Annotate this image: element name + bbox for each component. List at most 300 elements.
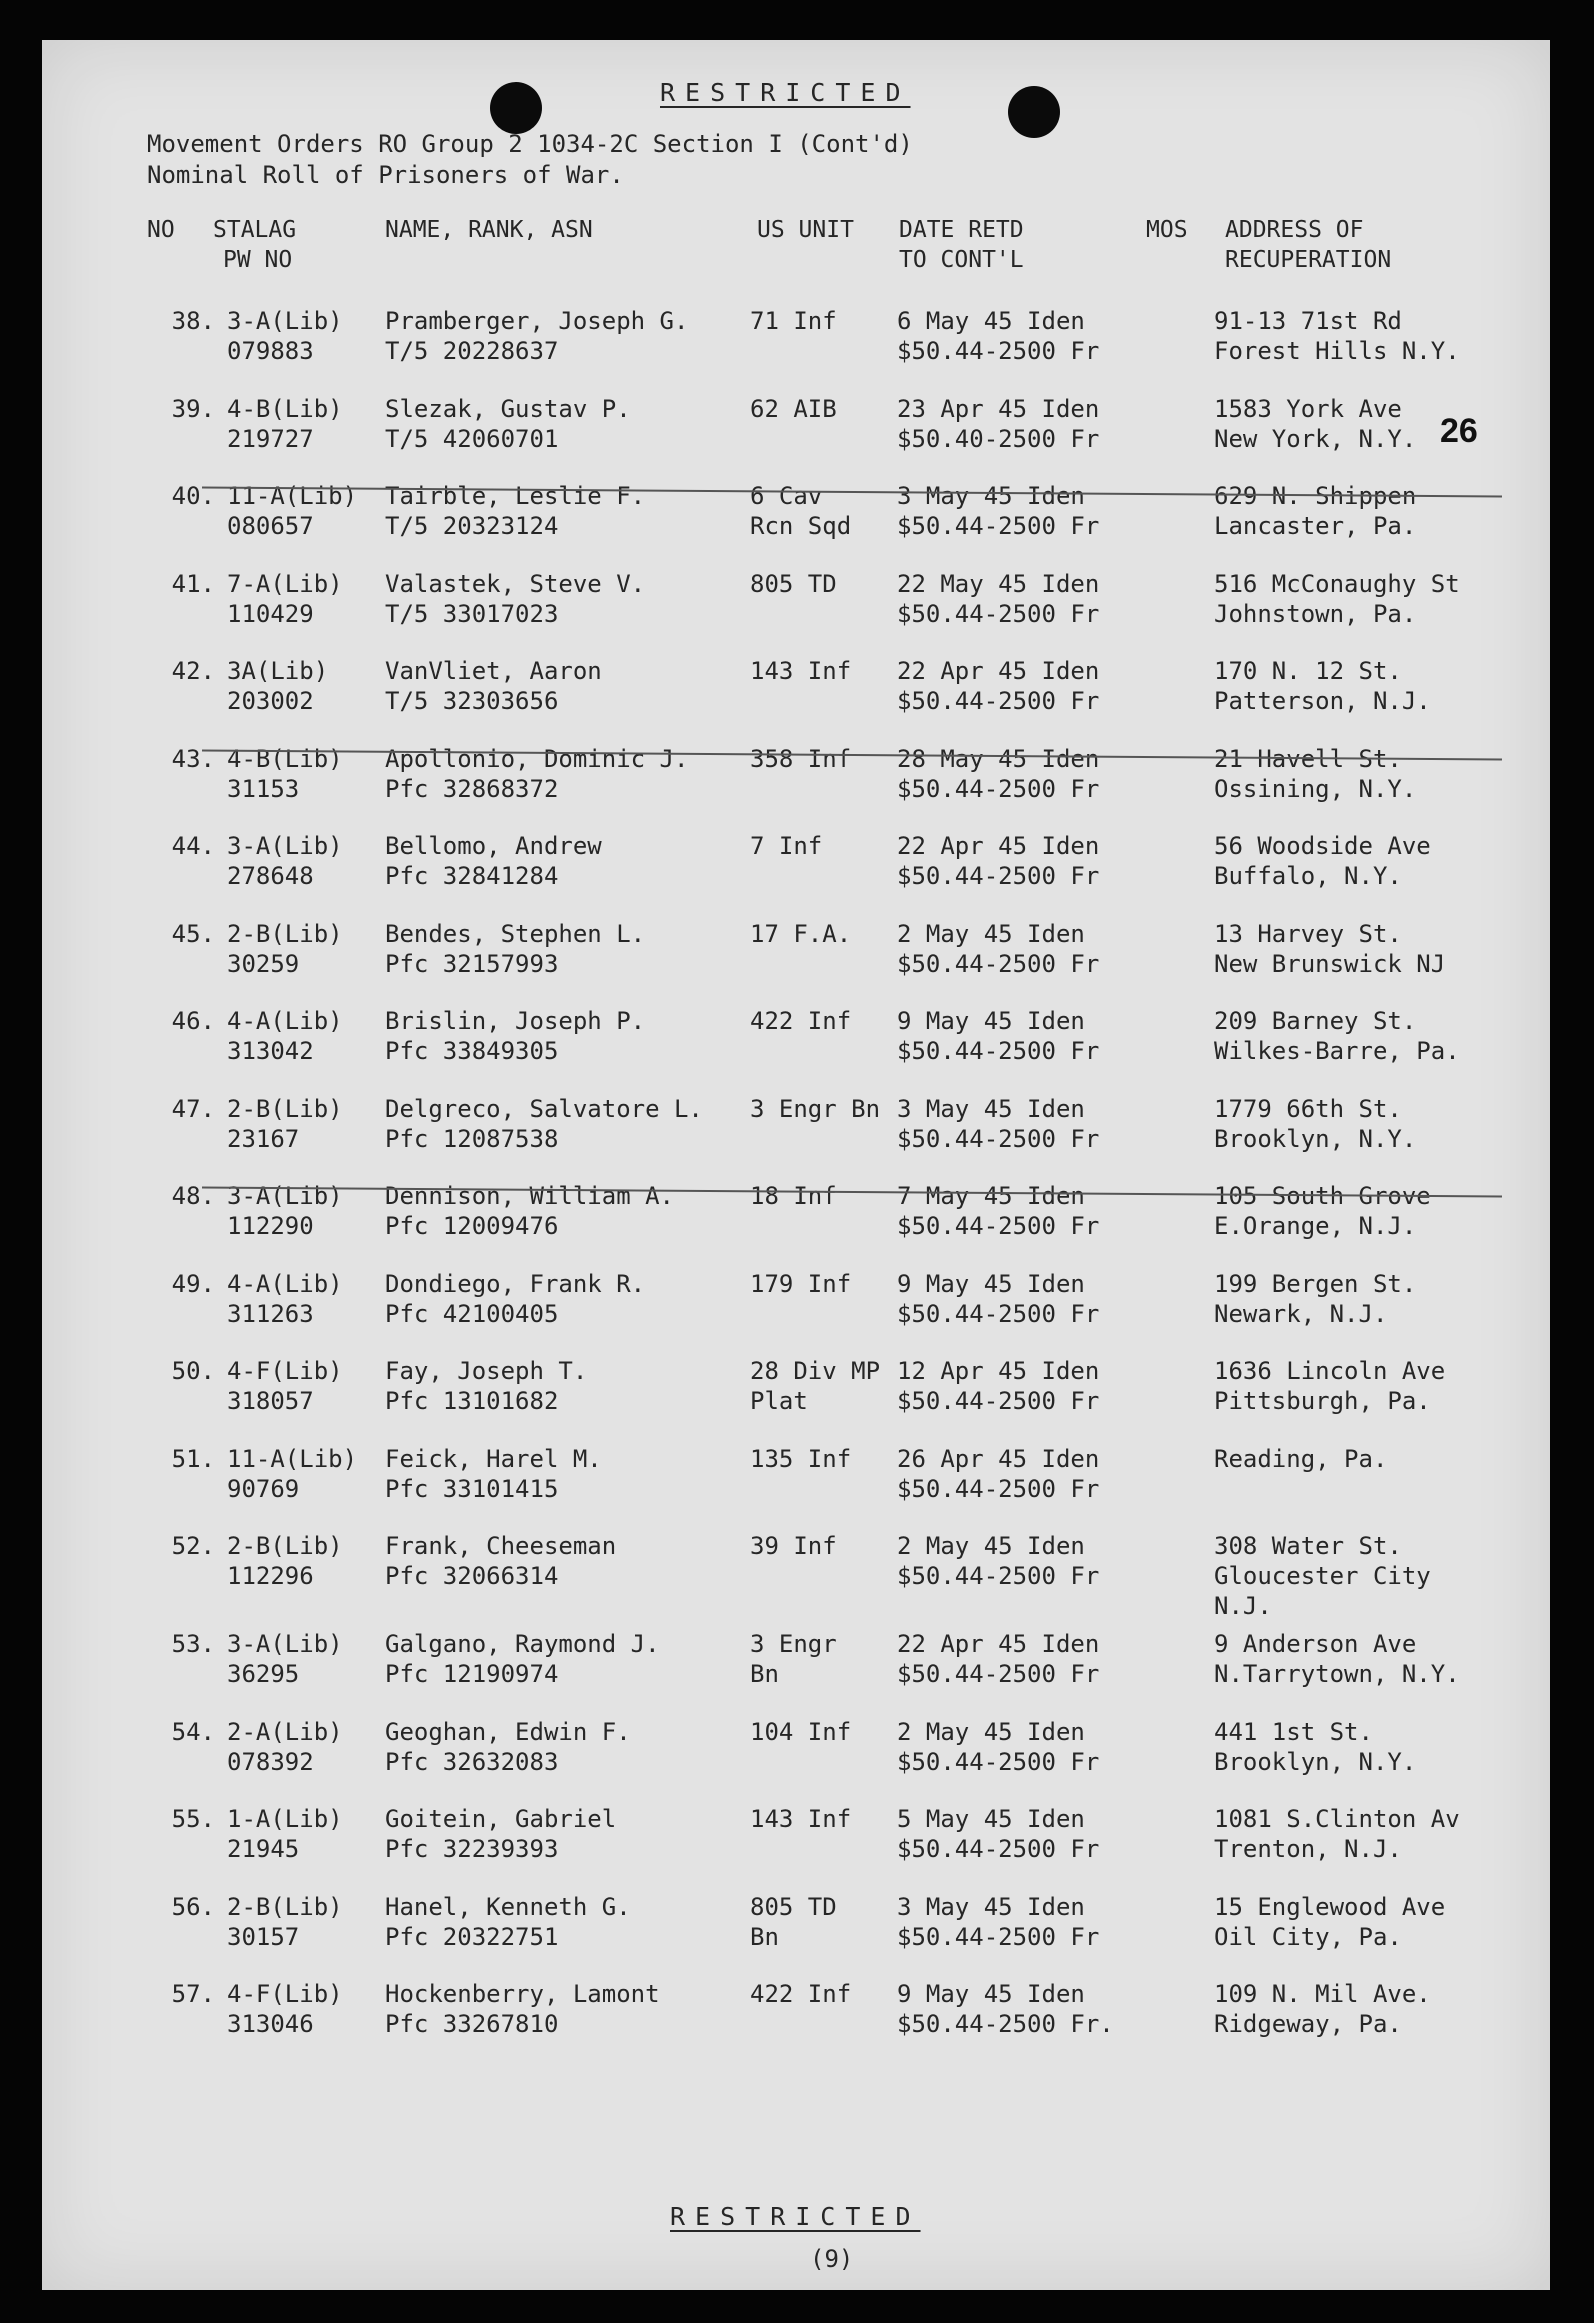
stalag: 4-F(Lib) <box>227 1357 343 1385</box>
stalag-cell <box>227 1094 343 1154</box>
stalag: 2-B(Lib) <box>227 1532 343 1560</box>
row-number: 47. <box>171 1094 215 1123</box>
pw-number: 36295 <box>227 1660 300 1688</box>
column-header-name: NAME, RANK, ASN <box>385 217 593 243</box>
stalag-cell <box>227 1444 357 1504</box>
date-returned: 22 Apr 45 Iden <box>897 657 1100 685</box>
stalag: 3-A(Lib) <box>227 1182 343 1210</box>
name-cell <box>385 1804 616 1864</box>
row-number: 45. <box>171 919 215 948</box>
soldier-name: Dennison, William A. <box>385 1182 674 1210</box>
stalag-cell <box>227 1979 343 2039</box>
address-cell <box>1214 1181 1431 1241</box>
address-line-2: N.Tarrytown, N.Y. <box>1214 1660 1460 1688</box>
unit-line-1: 62 AIB <box>750 394 837 423</box>
rank-asn: Pfc 32841284 <box>385 862 559 890</box>
soldier-name: Frank, Cheeseman <box>385 1532 617 1560</box>
address-cell <box>1214 1094 1416 1154</box>
address-line-2: Wilkes-Barre, Pa. <box>1214 1037 1460 1065</box>
address-line-2: Johnstown, Pa. <box>1214 599 1417 628</box>
payment: $50.44-2500 Fr <box>897 337 1100 365</box>
address-line-1: 56 Woodside Ave <box>1214 832 1431 860</box>
pw-number: 112290 <box>227 1212 314 1240</box>
pw-number: 30157 <box>227 1922 300 1951</box>
payment: $50.44-2500 Fr <box>897 1037 1100 1065</box>
unit-cell <box>750 1094 880 1124</box>
unit-line-2: Rcn Sqd <box>750 512 852 540</box>
address-cell <box>1214 394 1416 454</box>
soldier-name: VanVliet, Aaron <box>385 657 602 685</box>
address-line-1: 308 Water St. <box>1214 1532 1402 1560</box>
table-row <box>42 1444 1550 1532</box>
stalag-cell <box>227 744 343 804</box>
date-cell <box>897 744 1099 804</box>
name-cell <box>385 1444 602 1504</box>
column-header-mos: MOS <box>1146 217 1188 243</box>
stalag-cell <box>227 306 343 366</box>
soldier-name: Apollonio, Dominic J. <box>385 744 689 773</box>
rank-asn: Pfc 32066314 <box>385 1562 559 1590</box>
date-returned: 9 May 45 Iden <box>897 1269 1085 1298</box>
unit-cell <box>750 1181 837 1211</box>
unit-line-1: 104 Inf <box>750 1717 852 1746</box>
soldier-name: Brislin, Joseph P. <box>385 1007 646 1035</box>
pw-number: 079883 <box>227 337 314 365</box>
address-line-1: 13 Harvey St. <box>1214 919 1402 948</box>
date-cell <box>897 1269 1099 1329</box>
unit-line-1: 143 Inf <box>750 657 852 685</box>
address-line-1: 199 Bergen St. <box>1214 1269 1417 1298</box>
address-line-2: Buffalo, N.Y. <box>1214 862 1402 890</box>
date-returned: 5 May 45 Iden <box>897 1805 1085 1833</box>
date-cell <box>897 919 1099 979</box>
date-cell <box>897 1979 1114 2039</box>
address-line-2: Lancaster, Pa. <box>1214 512 1417 540</box>
row-number: 49. <box>171 1269 215 1298</box>
address-cell <box>1214 1006 1460 1066</box>
payment: $50.44-2500 Fr <box>897 1124 1100 1153</box>
unit-line-1: 39 Inf <box>750 1532 837 1560</box>
date-returned: 22 May 45 Iden <box>897 569 1100 598</box>
date-returned: 2 May 45 Iden <box>897 1532 1085 1560</box>
table-row <box>42 1629 1550 1717</box>
unit-cell <box>750 656 851 686</box>
unit-cell <box>750 744 851 774</box>
table-row <box>42 1979 1550 2067</box>
stalag: 1-A(Lib) <box>227 1805 343 1833</box>
payment: $50.40-2500 Fr <box>897 424 1100 453</box>
stalag: 2-B(Lib) <box>227 1094 343 1123</box>
stalag: 3-A(Lib) <box>227 832 343 860</box>
name-cell <box>385 656 602 716</box>
unit-cell <box>750 1629 837 1689</box>
address-cell <box>1214 1269 1416 1329</box>
stalag: 11-A(Lib) <box>227 482 358 510</box>
rank-asn: T/5 42060701 <box>385 424 559 453</box>
address-line-1: 170 N. 12 St. <box>1214 657 1402 685</box>
unit-cell <box>750 831 822 861</box>
date-returned: 3 May 45 Iden <box>897 482 1085 510</box>
address-cell <box>1214 481 1416 541</box>
table-row <box>42 1006 1550 1094</box>
name-cell <box>385 569 645 629</box>
movement-orders-line: Movement Orders RO Group 2 1034-2C Section I (Cont'd) <box>147 130 913 158</box>
unit-line-1: 179 Inf <box>750 1269 852 1298</box>
row-number: 46. <box>171 1007 215 1035</box>
address-cell <box>1214 1356 1445 1416</box>
stalag: 3-A(Lib) <box>227 1630 343 1658</box>
address-line-1: Reading, Pa. <box>1214 1444 1388 1473</box>
date-cell <box>897 1531 1099 1591</box>
name-cell <box>385 1979 660 2039</box>
name-cell <box>385 1006 645 1066</box>
table-row <box>42 656 1550 744</box>
date-cell <box>897 1094 1099 1154</box>
date-cell <box>897 569 1099 629</box>
date-cell <box>897 1006 1099 1066</box>
payment: $50.44-2500 Fr <box>897 1299 1100 1328</box>
classification-header: RESTRICTED <box>660 78 911 107</box>
stalag-cell <box>227 919 343 979</box>
address-line-1: 9 Anderson Ave <box>1214 1630 1417 1658</box>
rank-asn: T/5 20228637 <box>385 337 559 365</box>
row-number: 56. <box>171 1892 215 1921</box>
date-cell <box>897 1181 1099 1241</box>
unit-line-1: 6 Cav <box>750 482 823 510</box>
date-cell <box>897 831 1099 891</box>
row-number: 40. <box>171 482 215 510</box>
address-line-2: Newark, N.J. <box>1214 1299 1388 1328</box>
rank-asn: Pfc 20322751 <box>385 1922 559 1951</box>
unit-line-1: 3 Engr Bn <box>750 1094 881 1123</box>
unit-line-1: 422 Inf <box>750 1980 852 2008</box>
payment: $50.44-2500 Fr <box>897 1660 1100 1688</box>
rank-asn: Pfc 32239393 <box>385 1835 559 1863</box>
date-returned: 2 May 45 Iden <box>897 1717 1085 1746</box>
row-number: 52. <box>171 1532 215 1560</box>
stalag-cell <box>227 1006 343 1066</box>
stalag-cell <box>227 1269 343 1329</box>
date-returned: 7 May 45 Iden <box>897 1182 1085 1210</box>
date-cell <box>897 1717 1099 1777</box>
stalag-cell <box>227 656 328 716</box>
date-returned: 26 Apr 45 Iden <box>897 1444 1100 1473</box>
pw-number: 219727 <box>227 424 314 453</box>
table-row <box>42 306 1550 394</box>
date-returned: 22 Apr 45 Iden <box>897 832 1100 860</box>
stalag: 2-A(Lib) <box>227 1717 343 1746</box>
stalag: 11-A(Lib) <box>227 1444 358 1473</box>
unit-line-1: 17 F.A. <box>750 919 852 948</box>
stalag-cell <box>227 394 343 454</box>
payment: $50.44-2500 Fr. <box>897 2010 1114 2038</box>
date-returned: 28 May 45 Iden <box>897 744 1100 773</box>
row-number: 53. <box>171 1630 215 1658</box>
unit-line-1: 422 Inf <box>750 1007 852 1035</box>
pw-number: 110429 <box>227 599 314 628</box>
pw-number: 21945 <box>227 1835 300 1863</box>
name-cell <box>385 1892 631 1952</box>
name-cell <box>385 1717 631 1777</box>
address-line-2: Ossining, N.Y. <box>1214 774 1417 803</box>
row-number: 55. <box>171 1805 215 1833</box>
nominal-roll-line: Nominal Roll of Prisoners of War. <box>147 161 624 189</box>
pw-number: 31153 <box>227 774 300 803</box>
rank-asn: T/5 32303656 <box>385 687 559 715</box>
pw-number: 080657 <box>227 512 314 540</box>
unit-cell <box>750 1892 837 1952</box>
name-cell <box>385 1629 660 1689</box>
address-cell <box>1214 1892 1445 1952</box>
table-row <box>42 394 1550 482</box>
address-line-2: Gloucester City <box>1214 1562 1431 1590</box>
date-cell <box>897 394 1099 454</box>
column-header-date: DATE RETD TO CONT'L <box>899 217 1024 273</box>
rank-asn: Pfc 12087538 <box>385 1124 559 1153</box>
stalag: 2-B(Lib) <box>227 919 343 948</box>
table-row <box>42 1269 1550 1357</box>
stalag: 3A(Lib) <box>227 657 329 685</box>
date-cell <box>897 1892 1099 1952</box>
row-number: 51. <box>171 1444 215 1473</box>
payment: $50.44-2500 Fr <box>897 1387 1100 1415</box>
date-returned: 23 Apr 45 Iden <box>897 394 1100 423</box>
payment: $50.44-2500 Fr <box>897 1835 1100 1863</box>
pw-number: 313046 <box>227 2010 314 2038</box>
pw-number: 311263 <box>227 1299 314 1328</box>
pw-number: 112296 <box>227 1562 314 1590</box>
address-line-1: 1583 York Ave <box>1214 394 1402 423</box>
table-row <box>42 569 1550 657</box>
unit-cell <box>750 1269 851 1299</box>
address-line-2: Brooklyn, N.Y. <box>1214 1747 1417 1776</box>
date-cell <box>897 306 1099 366</box>
soldier-name: Galgano, Raymond J. <box>385 1630 660 1658</box>
date-returned: 9 May 45 Iden <box>897 1980 1085 2008</box>
payment: $50.44-2500 Fr <box>897 774 1100 803</box>
payment: $50.44-2500 Fr <box>897 1562 1100 1590</box>
stalag: 4-F(Lib) <box>227 1980 343 2008</box>
soldier-name: Bellomo, Andrew <box>385 832 602 860</box>
soldier-name: Pramberger, Joseph G. <box>385 307 689 335</box>
unit-cell <box>750 1979 851 2009</box>
row-number: 42. <box>171 657 215 685</box>
column-header-no: NO <box>147 217 175 243</box>
soldier-name: Dondiego, Frank R. <box>385 1269 646 1298</box>
address-cell <box>1214 1531 1431 1621</box>
rank-asn: Pfc 42100405 <box>385 1299 559 1328</box>
row-number: 41. <box>171 569 215 598</box>
payment: $50.44-2500 Fr <box>897 1922 1100 1951</box>
address-cell <box>1214 1979 1431 2039</box>
rank-asn: Pfc 32868372 <box>385 774 559 803</box>
address-line-1: 109 N. Mil Ave. <box>1214 1980 1431 2008</box>
date-cell <box>897 481 1099 541</box>
stalag-cell <box>227 1531 343 1591</box>
table-row <box>42 1181 1550 1269</box>
prisoner-roll-table <box>42 306 1550 2067</box>
row-number: 38. <box>171 307 215 335</box>
row-number: 44. <box>171 832 215 860</box>
table-row <box>42 1356 1550 1444</box>
unit-line-1: 28 Div MP <box>750 1357 881 1385</box>
address-line-2: Ridgeway, Pa. <box>1214 2010 1402 2038</box>
stalag: 7-A(Lib) <box>227 569 343 598</box>
unit-line-2: Bn <box>750 1660 779 1688</box>
rank-asn: Pfc 32157993 <box>385 949 559 978</box>
date-returned: 9 May 45 Iden <box>897 1007 1085 1035</box>
soldier-name: Geoghan, Edwin F. <box>385 1717 631 1746</box>
unit-line-1: 71 Inf <box>750 307 837 335</box>
address-line-2: Pittsburgh, Pa. <box>1214 1387 1431 1415</box>
pw-number: 30259 <box>227 949 300 978</box>
footer-page-number: (9) <box>810 2245 854 2273</box>
stalag: 4-A(Lib) <box>227 1269 343 1298</box>
soldier-name: Bendes, Stephen L. <box>385 919 646 948</box>
row-number: 39. <box>171 394 215 423</box>
unit-cell <box>750 1531 837 1561</box>
stalag: 2-B(Lib) <box>227 1892 343 1921</box>
pw-number: 318057 <box>227 1387 314 1415</box>
stalag-cell <box>227 481 357 541</box>
document-page <box>42 40 1550 2290</box>
payment: $50.44-2500 Fr <box>897 1474 1100 1503</box>
stalag-cell <box>227 1804 343 1864</box>
pw-number: 078392 <box>227 1747 314 1776</box>
name-cell <box>385 1269 645 1329</box>
rank-asn: Pfc 12190974 <box>385 1660 559 1688</box>
unit-cell <box>750 569 837 599</box>
date-returned: 22 Apr 45 Iden <box>897 1630 1100 1658</box>
address-line-2: Patterson, N.J. <box>1214 687 1431 715</box>
soldier-name: Valastek, Steve V. <box>385 569 646 598</box>
row-number: 48. <box>171 1182 215 1210</box>
unit-line-1: 805 TD <box>750 1892 837 1921</box>
rank-asn: T/5 33017023 <box>385 599 559 628</box>
name-cell <box>385 919 645 979</box>
table-row <box>42 1892 1550 1980</box>
table-row <box>42 1804 1550 1892</box>
unit-cell <box>750 1356 880 1416</box>
payment: $50.44-2500 Fr <box>897 862 1100 890</box>
stalag: 4-B(Lib) <box>227 744 343 773</box>
soldier-name: Feick, Harel M. <box>385 1444 602 1473</box>
unit-line-1: 805 TD <box>750 569 837 598</box>
unit-cell <box>750 306 837 336</box>
name-cell <box>385 1094 703 1154</box>
address-line-1: 105 South Grove <box>1214 1182 1431 1210</box>
rank-asn: T/5 20323124 <box>385 512 559 540</box>
row-number: 43. <box>171 744 215 773</box>
stalag: 4-A(Lib) <box>227 1007 343 1035</box>
table-row <box>42 481 1550 569</box>
pw-number: 203002 <box>227 687 314 715</box>
classification-footer: RESTRICTED <box>670 2202 921 2231</box>
stalag-cell <box>227 1892 343 1952</box>
column-header-stalag: STALAG PW NO <box>213 217 297 273</box>
payment: $50.44-2500 Fr <box>897 1212 1100 1240</box>
stalag-cell <box>227 1356 343 1416</box>
stalag-cell <box>227 1717 343 1777</box>
table-row <box>42 919 1550 1007</box>
address-line-2: New York, N.Y. <box>1214 424 1417 453</box>
address-cell <box>1214 919 1445 979</box>
address-cell <box>1214 1804 1460 1864</box>
column-header-address: ADDRESS OF RECUPERATION <box>1225 217 1392 273</box>
address-line-1: 21 Havell St. <box>1214 744 1402 773</box>
date-returned: 3 May 45 Iden <box>897 1094 1085 1123</box>
unit-line-1: 135 Inf <box>750 1444 852 1473</box>
unit-cell <box>750 1804 851 1834</box>
payment: $50.44-2500 Fr <box>897 1747 1100 1776</box>
row-number: 54. <box>171 1717 215 1746</box>
soldier-name: Goitein, Gabriel <box>385 1805 617 1833</box>
pw-number: 23167 <box>227 1124 300 1153</box>
address-line-3: N.J. <box>1214 1592 1272 1620</box>
date-cell <box>897 1356 1099 1416</box>
rank-asn: Pfc 33267810 <box>385 2010 559 2038</box>
address-line-1: 1779 66th St. <box>1214 1094 1402 1123</box>
unit-cell <box>750 1006 851 1036</box>
date-returned: 6 May 45 Iden <box>897 307 1085 335</box>
address-line-1: 209 Barney St. <box>1214 1007 1417 1035</box>
stalag-cell <box>227 1629 343 1689</box>
name-cell <box>385 306 688 366</box>
unit-cell <box>750 919 851 949</box>
name-cell <box>385 394 631 454</box>
name-cell <box>385 1531 616 1591</box>
date-cell <box>897 656 1099 716</box>
unit-line-1: 358 Inf <box>750 744 852 773</box>
page-number-stamp: 26 <box>1440 412 1478 450</box>
date-returned: 2 May 45 Iden <box>897 919 1085 948</box>
payment: $50.44-2500 Fr <box>897 599 1100 628</box>
table-row <box>42 1531 1550 1629</box>
unit-line-1: 7 Inf <box>750 832 823 860</box>
unit-cell <box>750 394 837 424</box>
soldier-name: Delgreco, Salvatore L. <box>385 1094 703 1123</box>
pw-number: 313042 <box>227 1037 314 1065</box>
address-line-1: 1636 Lincoln Ave <box>1214 1357 1446 1385</box>
unit-line-1: 143 Inf <box>750 1805 852 1833</box>
table-row <box>42 1094 1550 1182</box>
rank-asn: Pfc 12009476 <box>385 1212 559 1240</box>
address-line-1: 629 N. Shippen <box>1214 482 1417 510</box>
address-line-1: 15 Englewood Ave <box>1214 1892 1446 1921</box>
address-line-2: Forest Hills N.Y. <box>1214 337 1460 365</box>
soldier-name: Fay, Joseph T. <box>385 1357 588 1385</box>
name-cell <box>385 831 602 891</box>
stalag: 4-B(Lib) <box>227 394 343 423</box>
name-cell <box>385 1356 587 1416</box>
pw-number: 278648 <box>227 862 314 890</box>
soldier-name: Hockenberry, Lamont <box>385 1980 660 2008</box>
address-cell <box>1214 1444 1387 1474</box>
unit-line-2: Bn <box>750 1922 779 1951</box>
date-cell <box>897 1804 1099 1864</box>
address-cell <box>1214 744 1416 804</box>
soldier-name: Hanel, Kenneth G. <box>385 1892 631 1921</box>
punch-hole-right <box>1008 86 1060 138</box>
unit-line-2: Plat <box>750 1387 808 1415</box>
address-cell <box>1214 306 1460 366</box>
table-row <box>42 1717 1550 1805</box>
address-line-1: 1081 S.Clinton Av <box>1214 1805 1460 1833</box>
date-returned: 12 Apr 45 Iden <box>897 1357 1100 1385</box>
address-line-2: Oil City, Pa. <box>1214 1922 1402 1951</box>
stalag: 3-A(Lib) <box>227 307 343 335</box>
address-cell <box>1214 656 1431 716</box>
